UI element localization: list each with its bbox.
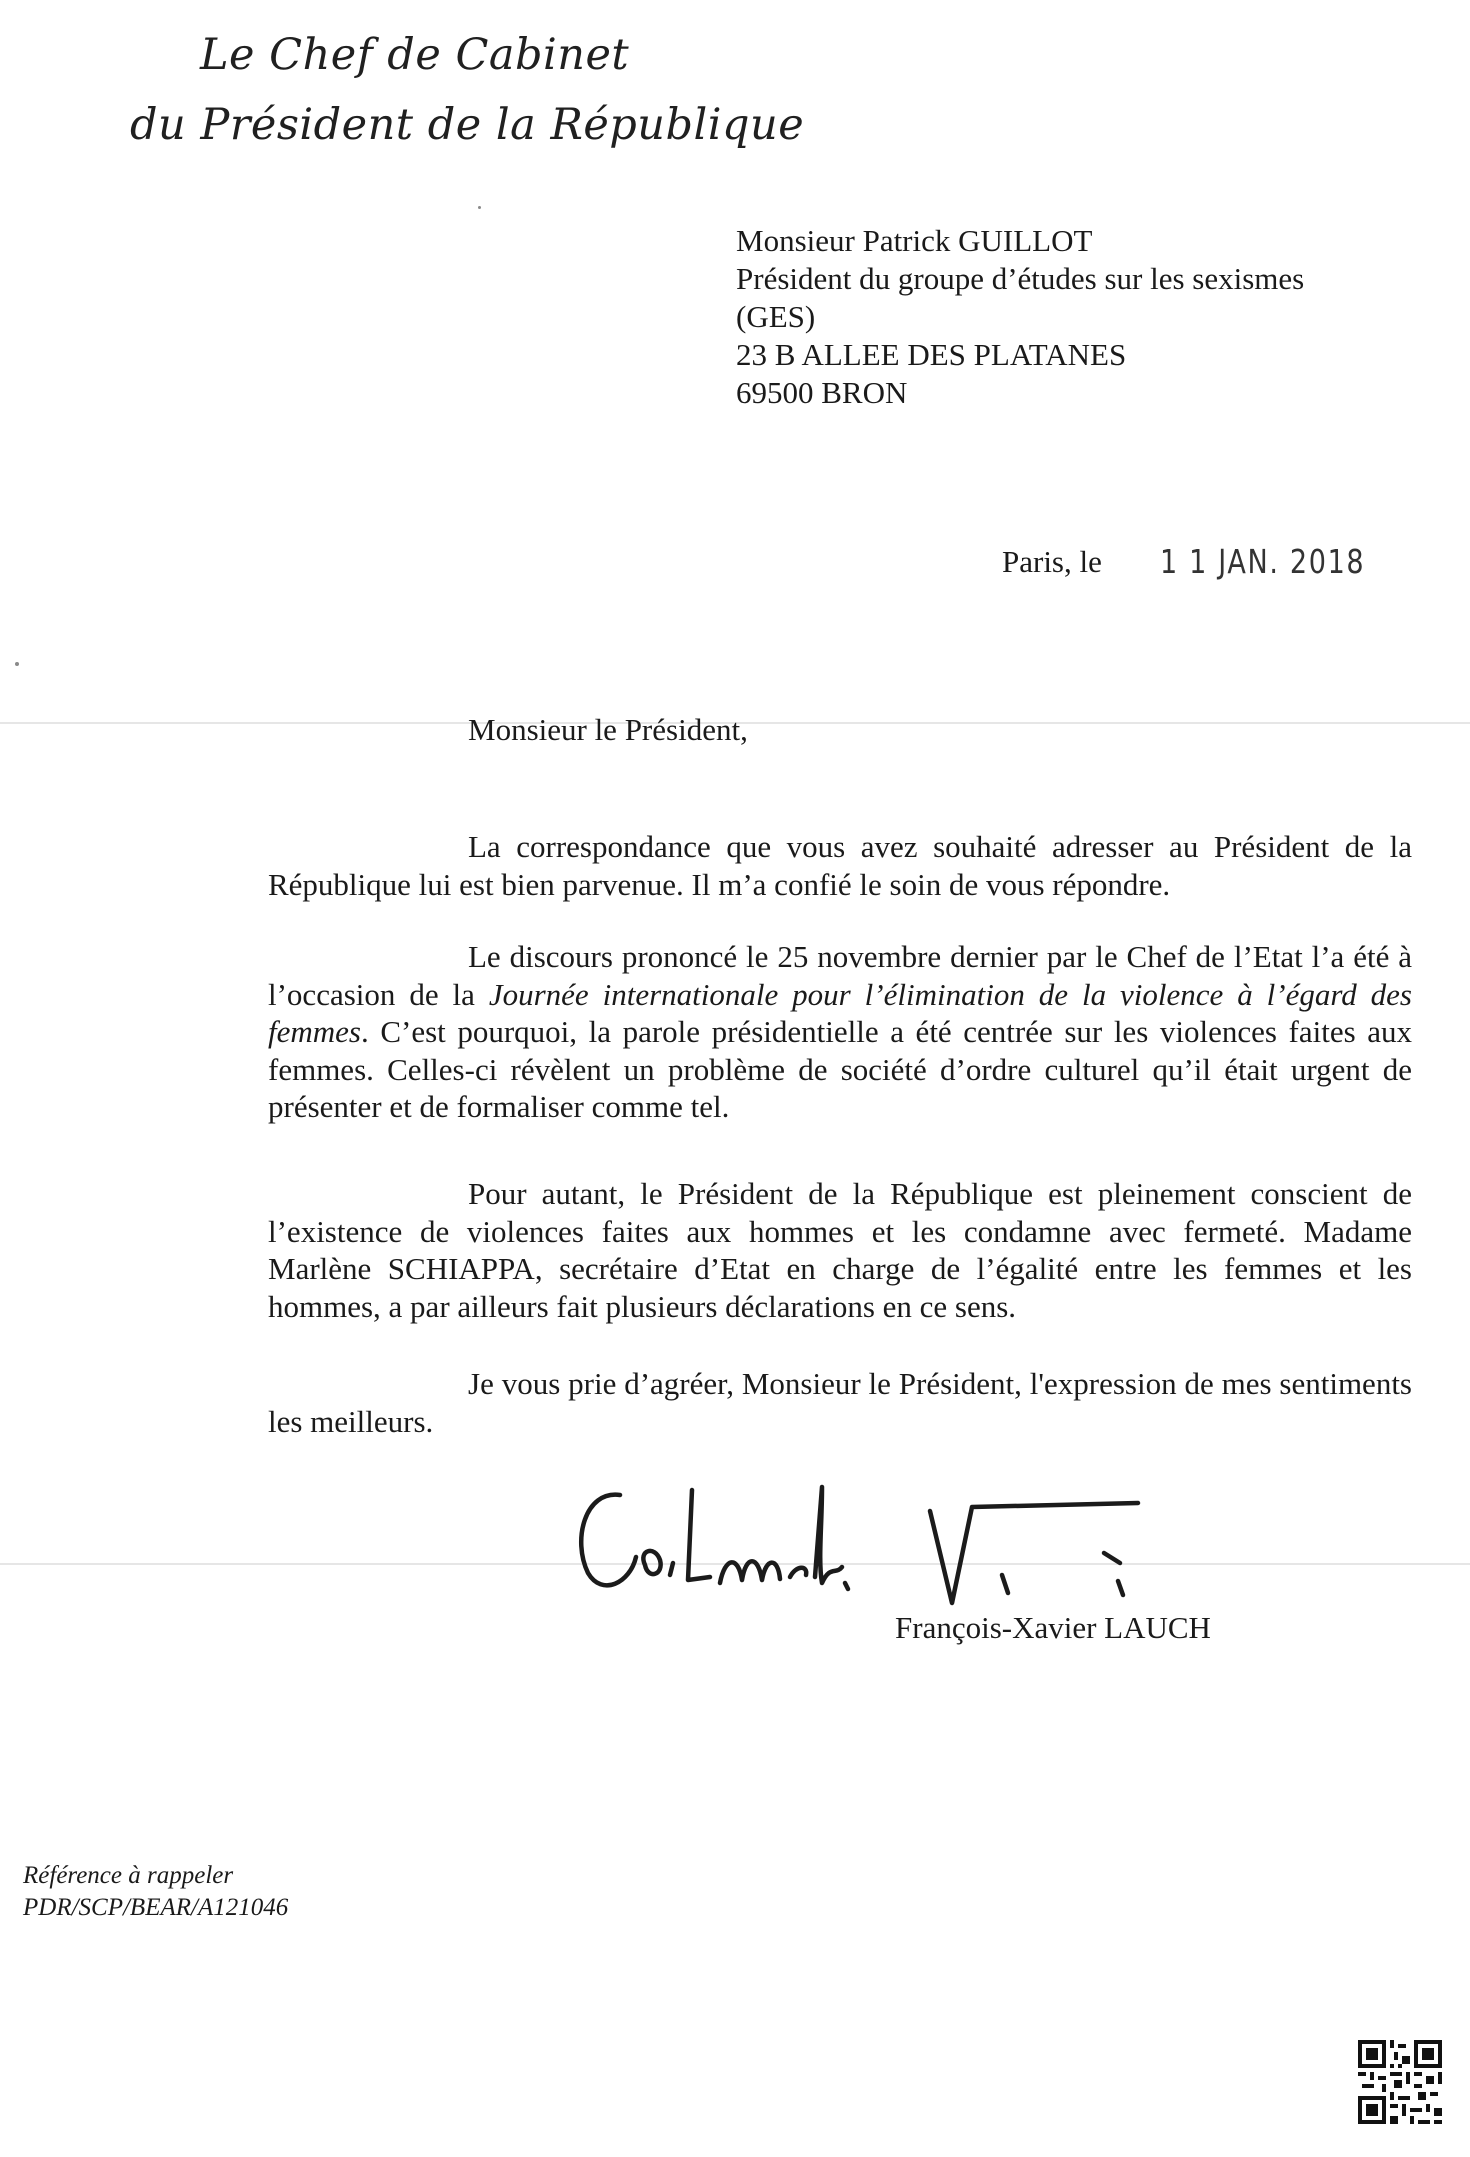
paragraph-text: La correspondance que vous avez souhaité adresser au Président de la République lui est bien parvenue. Il m’a confié le soin de vous répondre. bbox=[268, 829, 1412, 902]
reference-block bbox=[23, 1860, 288, 1924]
paragraph-text: Je vous prie d’agréer, Monsieur le Président, l'expression de mes sentiments les meilleurs. bbox=[268, 1366, 1412, 1439]
recipient-street: 23 B ALLEE DES PLATANES bbox=[736, 337, 1127, 372]
letterhead bbox=[130, 20, 805, 160]
paragraph-text: Pour autant, le Président de la République est pleinement conscient de l’existence de violences faites aux hommes et les condamne avec fermeté. Madame Marlène SCHIAPPA, secrétaire d’Etat en charge de l’égalité entre les femmes et les hommes, a par ailleurs fait plusieurs déclarations en ce sens. bbox=[268, 1176, 1412, 1324]
date-stamp: 1 1 JAN. 2018 bbox=[1160, 542, 1366, 581]
event-title: Journée internationale pour l’élimination de la violence à l’égard des femmes bbox=[268, 976, 1412, 1049]
reference-code: PDR/SCP/BEAR/A121046 bbox=[23, 1894, 289, 1921]
paper-speck bbox=[478, 206, 481, 209]
handwritten-signatures bbox=[560, 1465, 1260, 1615]
body-paragraph-2 bbox=[268, 938, 1412, 1126]
dateline bbox=[1002, 542, 1366, 581]
date-place: Paris, le bbox=[1002, 544, 1102, 579]
paragraph-text-part: . C’est pourquoi, la parole présidentielle a été centrée sur les violences faites aux femmes. Celles-ci révèlent un problème de société d’ordre culturel qu’il était urgent de présenter et de formaliser comme tel. bbox=[268, 1014, 1412, 1124]
reference-label: Référence à rappeler bbox=[23, 1862, 234, 1889]
recipient-address bbox=[736, 222, 1396, 412]
letterhead-line-2: du Président de la République bbox=[130, 100, 805, 150]
paragraph-text bbox=[268, 938, 1412, 1126]
qr-code-icon bbox=[1358, 2040, 1442, 2124]
recipient-city: 69500 BRON bbox=[736, 375, 908, 410]
signatory-name: François-Xavier LAUCH bbox=[895, 1610, 1211, 1645]
salutation: Monsieur le Président, bbox=[468, 712, 748, 747]
recipient-org: (GES) bbox=[736, 299, 816, 334]
paper-speck bbox=[15, 662, 19, 666]
closing-paragraph bbox=[268, 1365, 1412, 1440]
paragraph-text-part: Le discours prononcé le 25 novembre dernier par le Chef de l’Etat l’a été à l’occasion de la bbox=[268, 939, 1412, 1012]
recipient-title: Président du groupe d’études sur les sexismes bbox=[736, 261, 1305, 296]
body-paragraph-1 bbox=[268, 828, 1412, 903]
letterhead-line-1: Le Chef de Cabinet bbox=[200, 30, 630, 80]
recipient-name: Monsieur Patrick GUILLOT bbox=[736, 223, 1093, 258]
body-paragraph-3 bbox=[268, 1175, 1412, 1325]
